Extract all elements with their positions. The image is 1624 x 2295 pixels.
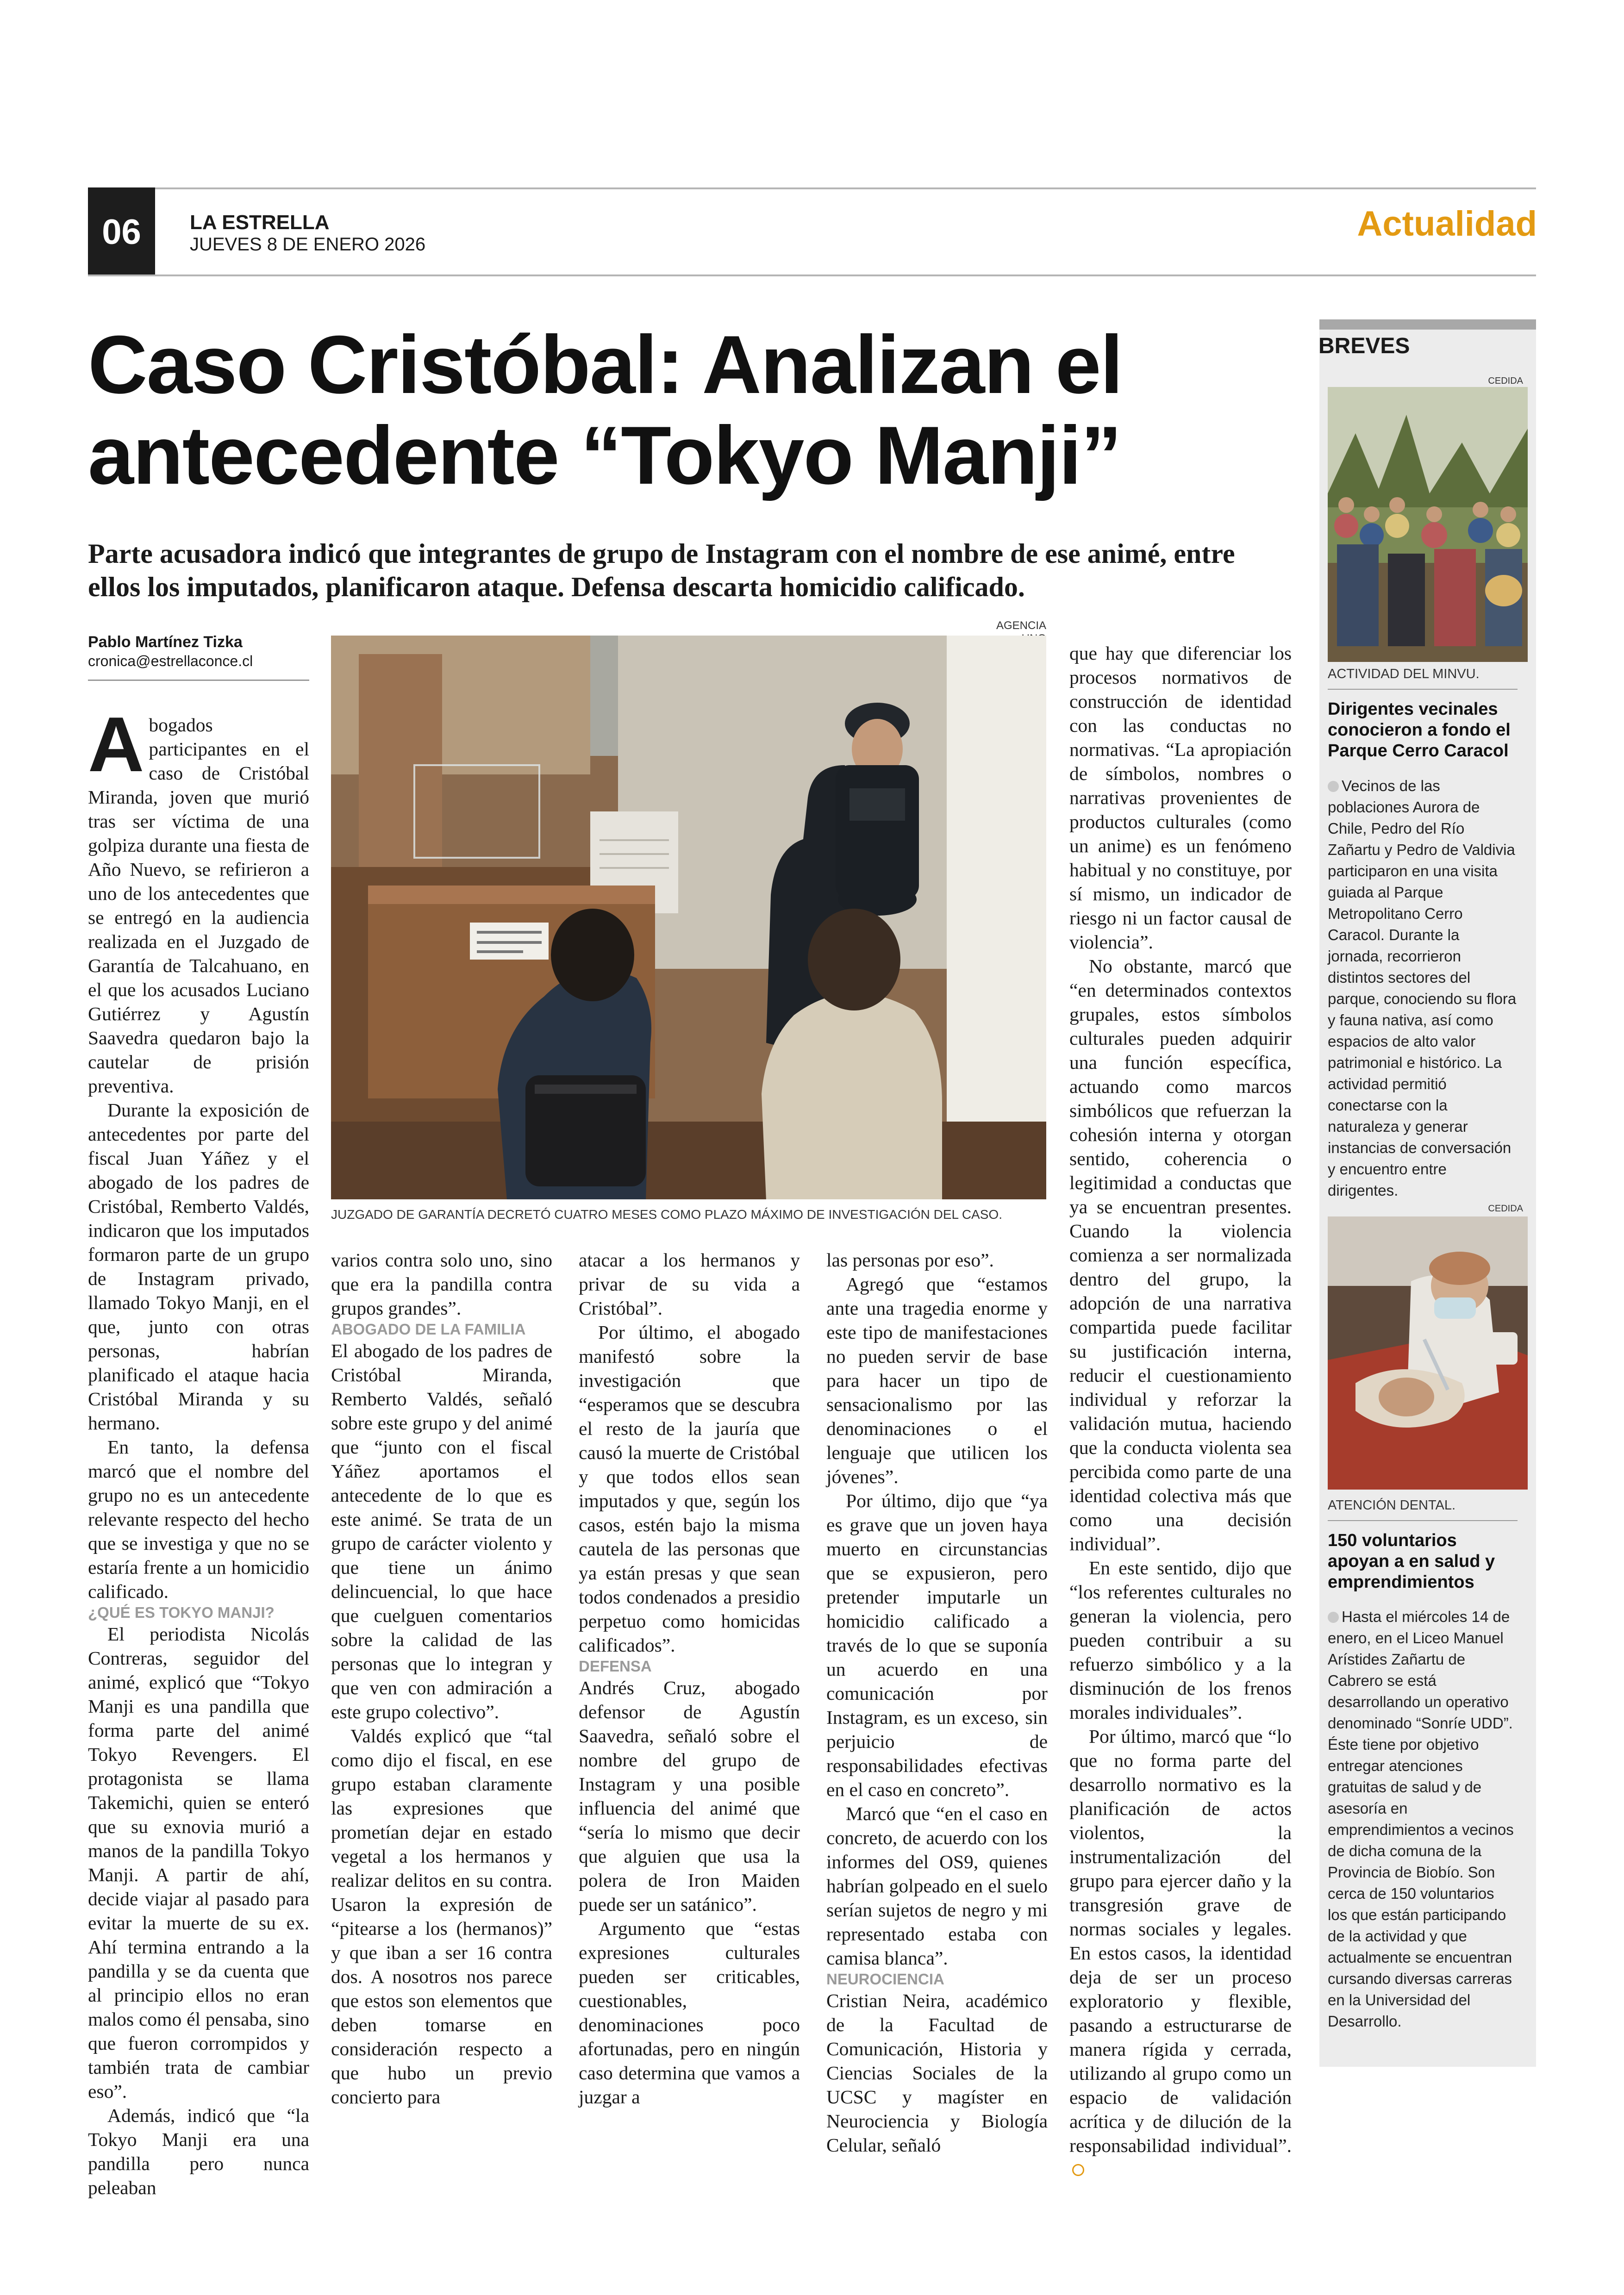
paragraph: El abogado de los padres de Cristóbal Miranda, Remberto Valdés, señaló sobre este grupo y del animé que “junto con el fiscal Yáñez aportamos el antecedente de lo que es este animé. Se trata de un grupo de carácter violento y que tiene un ánimo delincuencial, lo que hace que cuelguen comentarios sobre la calidad de las personas que lo integran y que ven con admiración a este grupo colectivo”. [331,1340,552,1722]
byline-rule [88,680,309,681]
sidebar-top-bar [1319,319,1536,330]
brief-1-body: Vecinos de las poblaciones Aurora de Chile, Pedro del Río Zañartu y Pedro de Valdivia participaron en una visita guiada al Parque Metropolitano Cerro Caracol. Durante la jornada, recorrieron distintos sectores del parque, conociendo su flora y fauna nativa, así como espacios de alto valor patrimonial e histórico. La actividad permitió conectarse con la naturaleza y generar instancias de conversación y encuentro entre dirigentes. [1328,777,1517,1199]
brief-1-photo [1328,387,1528,662]
section-label: Actualidad [1357,204,1537,243]
header-top-rule [88,187,1536,189]
brief-2-caption: ATENCIÓN DENTAL. [1328,1498,1456,1513]
paragraph: En tanto, la defensa marcó que el nombre del grupo no es un antecedente relevante respecto del hecho que se investiga y que no se estaría frente a un homicidio calificado. [88,1436,309,1602]
paragraph: Andrés Cruz, abogado defensor de Agustín Saavedra, señaló sobre el nombre del grupo de Instagram y una posible influencia del animé que “sería lo mismo que decir que alguien que usa la polera de Iron Maiden puede ser un satánico”. [579,1677,800,1915]
brief-2-rule [1328,1520,1518,1521]
paragraph: atacar a los hermanos y privar de su vida a Cristóbal”. [579,1249,800,1319]
header-bottom-rule [88,274,1536,276]
bullet-icon [1328,1612,1339,1623]
paragraph: las personas por eso”. [826,1249,994,1271]
paragraph: Abogados participantes en el caso de Cristóbal Miranda, joven que murió tras ser víctima de una golpiza durante una fiesta de Año Nuevo, se refirieron a uno de los antecedentes que se entregó en la audiencia realizada en el Juzgado de Garantía de Talcahuano, en el que los acusados Luciano Gutiérrez y Agustín Saavedra quedaron bajo la cautelar de prisión preventiva. [88,701,309,1097]
paragraph: Por último, dijo que “ya es grave que un joven haya muerto en circunstancias que se expusieron, pero pretender imputarle un homicidio calificado a través de lo que se suponía un acuerdo en una comunicación por Instagram, es un exceso, sin perjuicio de responsabilidades efectivas en el caso en concreto”. [826,1490,1048,1800]
subhead-abogado-de-la-familia: ABOGADO DE LA FAMILIA [331,1321,526,1338]
subhead-neurociencia: NEUROCIENCIA [826,1971,944,1988]
photo-credit: AGENCIA [996,619,1046,632]
paragraph: Por último, el abogado manifestó sobre la investigación que “esperamos que se descubra el resto de la jauría que causó la muerte de Cristóbal y que todos ellos sean imputados y que, según los casos, estén bajo la misma cautela de las personas que ya están presas y que sean todos condenados a presidio perpetuo como homicidas calificados”. [579,1322,800,1656]
subhead-que-es-tokyo-manji: ¿QUÉ ES TOKYO MANJI? [88,1604,275,1621]
brief-1-caption: ACTIVIDAD DEL MINVU. [1328,667,1480,681]
article-column-5 [1069,641,1292,2182]
brief-2-headline: 150 voluntarios apoyan a en salud y emprendimientos [1328,1531,1495,1592]
byline-email: cronica@estrellaconce.cl [88,653,253,669]
paragraph: Marcó que “en el caso en concreto, de acuerdo con los informes del OS9, quienes habrían golpeado en el suelo serían sujetos de negro y mi representado estaba con camisa blanca”. [826,1803,1048,1969]
brief-2-photo-credit: CEDIDA [1488,1204,1523,1214]
article-column-4 [826,1248,1048,2157]
article-column-3 [579,1248,800,2109]
paragraph: No obstante, marcó que “en determinados contextos grupales, estos símbolos culturales pueden adquirir una función específica, actuando como marcos simbólicos que refuerzan la cohesión interna y otorgan sentido, coherencia o legitimidad a conductas que ya se encuentran presentes. Cuando la violencia comienza a ser normalizada dentro del grupo, la adopción de una narrativa compartida puede facilitar su justificación interna, reducir el cuestionamiento individual y reforzar la validación mutua, haciendo que la conducta violenta sea percibida como parte de una identidad colectiva más que como una decisión individual”. [1069,955,1292,1554]
paragraph: Agregó que “estamos ante una tragedia enorme y este tipo de manifestaciones no pueden servir de base para hacer un tipo de sensacionalismo por las denominaciones o el lenguaje que utilicen los jóvenes”. [826,1273,1048,1487]
paragraph: varios contra solo uno, sino que era la pandilla contra grupos grandes”. [331,1249,552,1319]
subhead-defensa: DEFENSA [579,1658,652,1675]
brief-2-photo [1328,1216,1528,1490]
end-of-article-icon [1072,2164,1084,2176]
byline-name: Pablo Martínez Tizka [88,633,243,651]
paragraph: que hay que diferenciar los procesos normativos de construcción de identidad con las conductas no normativas. “La apropiación de símbolos, nombres o narrativas provenientes de productos culturales (como un anime) es un fenómeno habitual y no constituye, por sí mismo, un indicador de riesgo ni un factor causal de violencia”. [1069,642,1292,953]
paragraph: El periodista Nicolás Contreras, seguidor del animé, explicó que “Tokyo Manji es una pandilla que forma parte del animé Tokyo Revengers. El protagonista se llama Takemichi, quien se enteró que su exnovia murió a manos de la pandilla Tokyo Manji. A partir de ahí, decide viajar al pasado para evitar la muerte de su ex. Ahí termina entrando a la pandilla y se da cuenta que al principio ellos no eran malos como él pensaba, sino que fueron corrompidos y también trata de cambiar eso”. [88,1623,309,2102]
publication-name: LA ESTRELLA [190,211,330,234]
paragraph: Durante la exposición de antecedentes por parte del fiscal Juan Yáñez y el abogado de los padres de Cristóbal, Remberto Valdés, indicaron que los imputados formaron parte de un grupo de Instagram privado, llamado Tokyo Manji, en el que, junto con otras personas, habrían planificado el ataque hacia Cristóbal Miranda y su hermano. [88,1099,309,1434]
sidebar-title: BREVES [1318,334,1410,358]
brief-2-body: Hasta el miércoles 14 de enero, en el Liceo Manuel Arístides Zañartu de Cabrero se está desarrollando un operativo denominado “Sonríe UDD”. Éste tiene por objetivo entregar atenciones gratuitas de salud y de asesoría en emprendimientos a vecinos de dicha comuna de la Provincia de Biobío. Son cerca de 150 voluntarios los que están participando de la actividad y que actualmente se encuentran cursando diversas carreras en la Universidad del Desarrollo. [1328,1608,1514,2030]
paragraph: Argumento que “estas expresiones culturales pueden ser criticables, cuestionables, denominaciones poco afortunadas, pero en ningún caso determina que vamos a juzgar a [579,1918,800,2108]
courtroom-photo [331,636,1046,1199]
page-number: 06 [88,187,155,276]
brief-1-photo-credit: CEDIDA [1488,376,1523,386]
article-column-1 [88,701,309,2200]
drop-cap: A [88,701,144,788]
article-column-2 [331,1248,552,2109]
paragraph: Cristian Neira, académico de la Facultad de Comunicación, Historia y Ciencias Sociales de la UCSC y magíster en Neurociencia y Biología Celular, señaló [826,1990,1048,2156]
paragraph: Valdés explicó que “tal como dijo el fiscal, en ese grupo estaban claramente las expresiones que prometían dejar en estado vegetal a los hermanos y realizar delitos en su contra. Usaron la expresión de “pitearse a los (hermanos)” y que iban a ser 16 contra dos. A nosotros nos parece que estos son elementos que deben tomarse en consideración respecto a que hubo un previo concierto para [331,1725,552,2108]
brief-1-rule [1328,689,1518,690]
paragraph: Por último, marcó que “lo que no forma parte del desarrollo normativo es la planificación de actos violentos, la instrumentalización del grupo para ejercer daño y la transgresión grave de normas sociales y legales. En estos casos, la identidad deja de ser un proceso exploratorio y flexible, pasando a estructurarse de manera rígida y cerrada, utilizando al grupo como un espacio de validación acrítica y de dilución de la responsabilidad individual”. [1069,1724,1292,2182]
publication-date: JUEVES 8 DE ENERO 2026 [190,234,426,255]
paragraph: En este sentido, dijo que “los referentes culturales no generan la violencia, pero pueden contribuir a su refuerzo simbólico y a la disminución de los frenos morales individuales”. [1069,1557,1292,1723]
lede: Parte acusadora indicó que integrantes de grupo de Instagram con el nombre de ese animé, entre ellos los imputados, planificaron ataque. Defensa descarta homicidio calificado. [88,538,1235,602]
paragraph: Además, indicó que “la Tokyo Manji era una pandilla pero nunca peleaban [88,2105,309,2198]
brief-1-headline: Dirigentes vecinales conocieron a fondo el Parque Cerro Caracol [1328,699,1511,761]
photo-caption: JUZGADO DE GARANTÍA DECRETÓ CUATRO MESES COMO PLAZO MÁXIMO DE INVESTIGACIÓN DEL CASO. [331,1207,1002,1222]
headline: Caso Cristóbal: Analizan el antecedente “Tokyo Manji” [88,318,1123,501]
bullet-icon [1328,781,1339,792]
